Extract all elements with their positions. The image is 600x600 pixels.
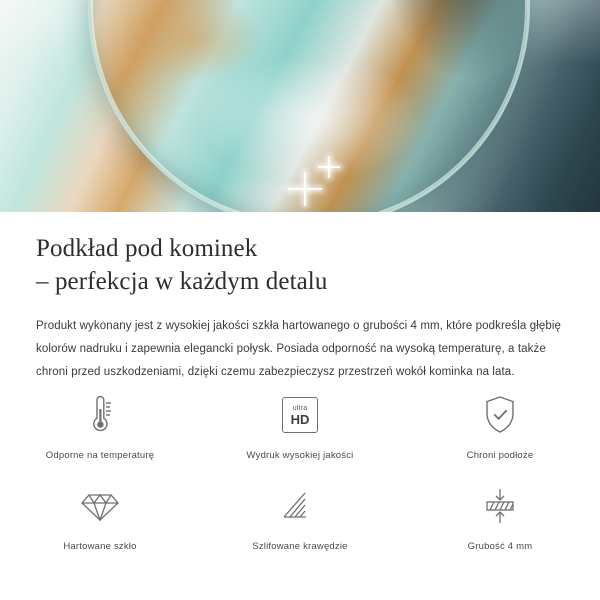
- feature-label: Odporne na temperaturę: [45, 450, 155, 461]
- round-glass-plate: [88, 0, 530, 212]
- diamond-icon: [78, 483, 122, 529]
- feature-item-surface-protection: [400, 392, 600, 461]
- page-title: [0, 212, 600, 299]
- ultra-hd-badge-top: ultra: [292, 404, 308, 412]
- text-content: [0, 212, 600, 384]
- feature-label: Chroni podłoże: [466, 450, 534, 461]
- feature-label: Hartowane szkło: [63, 541, 137, 552]
- polished-edges-icon: [278, 483, 322, 529]
- hero-image: [0, 0, 600, 212]
- thermometer-icon: [80, 392, 120, 438]
- feature-item-temperature: [0, 392, 200, 461]
- feature-label: Grubość 4 mm: [467, 541, 533, 552]
- thickness-icon: [478, 483, 522, 529]
- feature-label: Szlifowane krawędzie: [252, 541, 348, 552]
- product-description-text: Produkt wykonany jest z wysokiej jakości szkła hartowanego o grubości 4 mm, które podkreśla głębię kolorów nadruku i zapewnia elegancki połysk. Posiada odporność na wysoką temperaturę, a także chroni przed uszkodzeniami, dzięki czemu zabezpieczysz przestrzeń wokół kominka na lata.: [36, 319, 561, 378]
- page-title-line-2: – perfekcja w każdym detalu: [36, 268, 328, 296]
- feature-grid: [0, 392, 600, 552]
- feature-item-thickness: [400, 483, 600, 552]
- ultra-hd-badge-bottom: HD: [290, 411, 310, 427]
- page-title-line-1: Podkład pod kominek: [36, 235, 258, 262]
- shield-check-icon: [479, 392, 521, 438]
- feature-item-polished-edges: [200, 483, 400, 552]
- feature-label: Wydruk wysokiej jakości: [246, 450, 354, 461]
- feature-item-tempered-glass: [0, 483, 200, 552]
- feature-item-print-quality: [200, 392, 400, 461]
- ultra-hd-icon: [282, 392, 318, 438]
